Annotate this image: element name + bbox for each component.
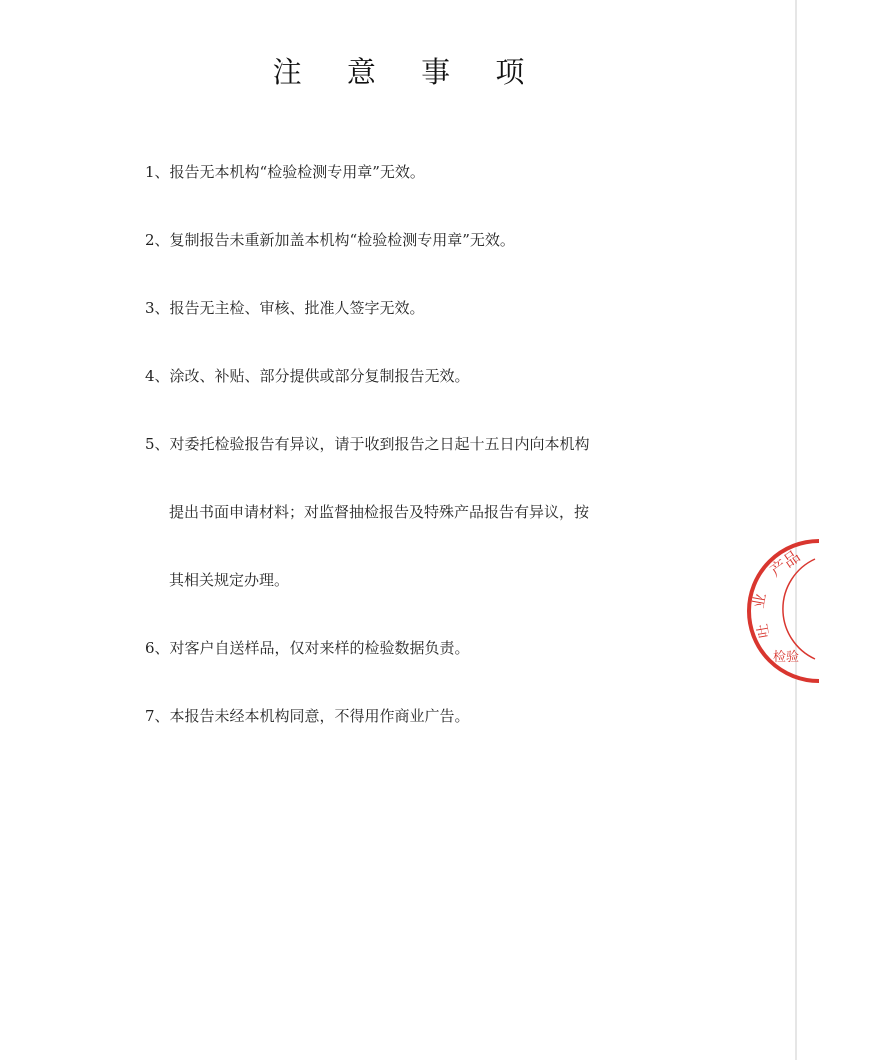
note-item-5: 5、对委托检验报告有异议，请于收到报告之日起十五日内向本机构 (145, 435, 590, 453)
note-item-2: 2、复制报告未重新加盖本机构“检验检测专用章”无效。 (145, 231, 515, 249)
seal-text-left: 吐 (755, 622, 773, 639)
note-item-7: 7、本报告未经本机构同意，不得用作商业广告。 (145, 707, 470, 725)
note-item-1: 1、报告无本机构“检验检测专用章”无效。 (145, 163, 425, 181)
note-item-5-continued-2: 其相关规定办理。 (169, 571, 290, 589)
note-item-4: 4、涂改、补贴、部分提供或部分复制报告无效。 (145, 367, 470, 385)
note-item-5-continued-1: 提出书面申请材料；对监督抽检报告及特殊产品报告有异议，按 (169, 503, 590, 521)
note-item-3: 3、报告无主检、审核、批准人签字无效。 (145, 299, 425, 317)
page-edge (795, 0, 797, 1060)
seal-text-mid: 业 (751, 592, 770, 610)
note-item-6: 6、对客户自送样品，仅对来样的检验数据负责。 (145, 639, 470, 657)
page-title: 注 意 事 项 (272, 55, 543, 89)
seal-text-bottom: 检验 (773, 649, 800, 664)
seal-text-top: 产品 (767, 547, 804, 581)
official-seal-stamp (751, 535, 877, 685)
